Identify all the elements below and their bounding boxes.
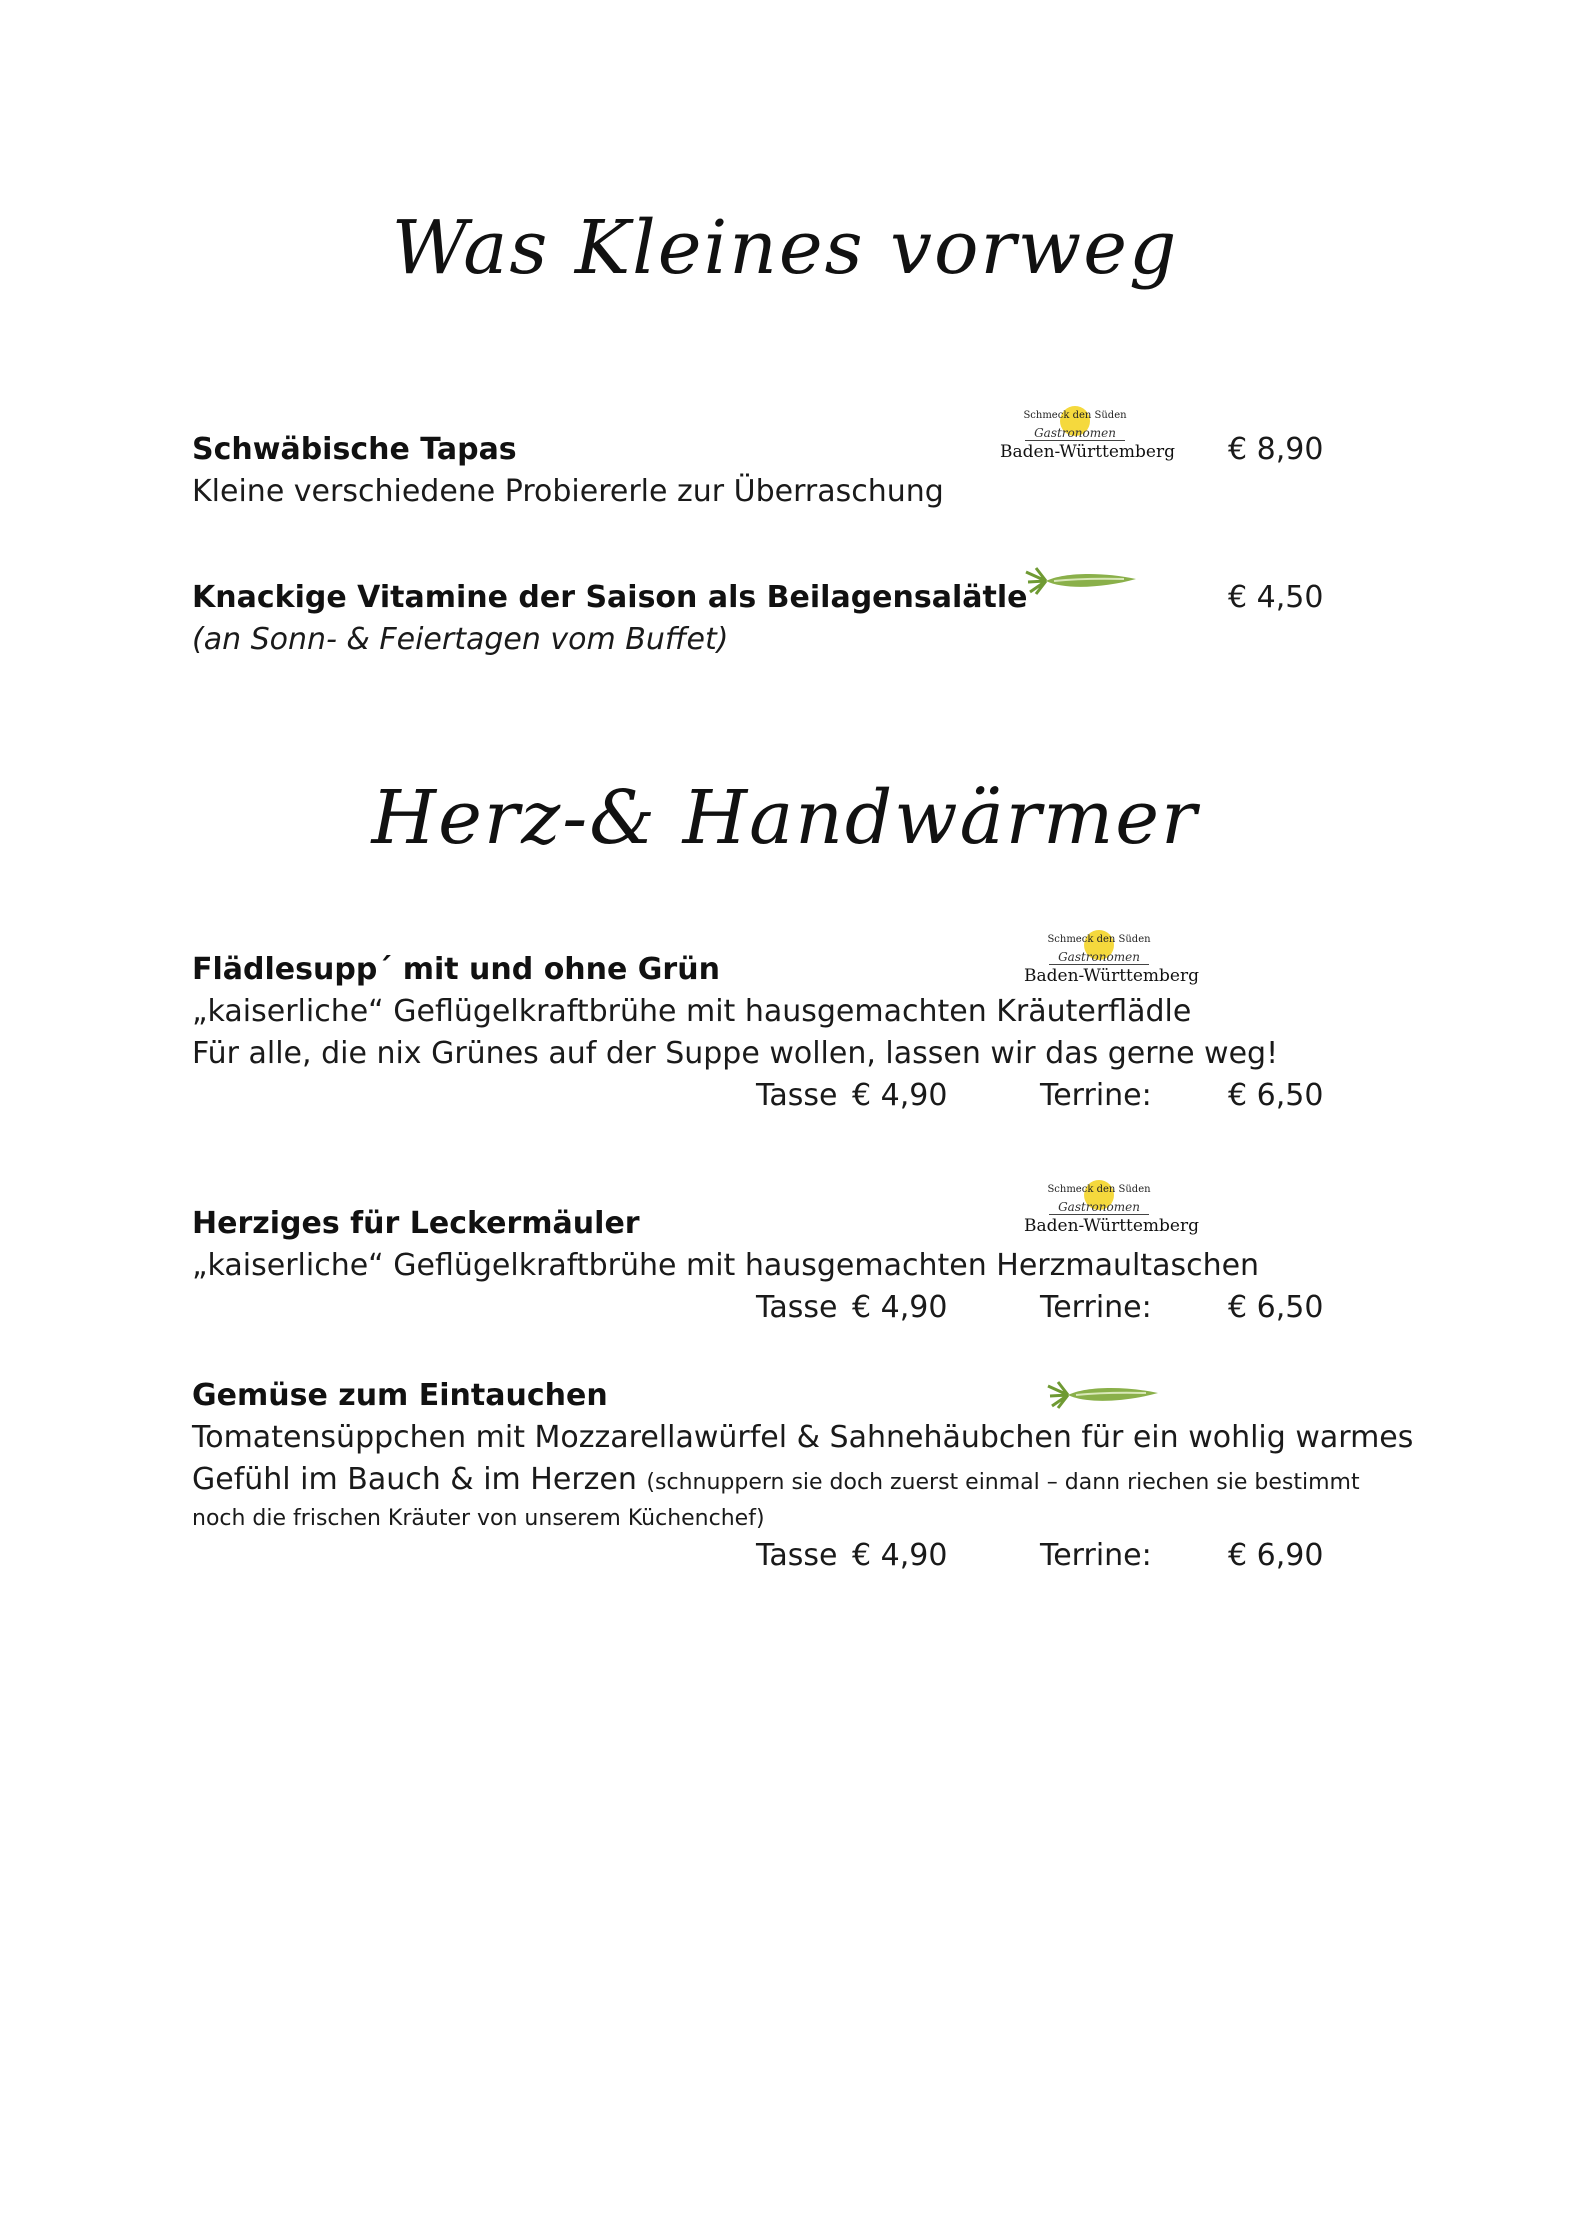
item-description: noch die frischen Kräuter von unserem Küchenchef) <box>192 1506 765 1531</box>
tureen-price: € 6,90 <box>1228 1538 1324 1573</box>
item-note: (an Sonn- & Feiertagen vom Buffet) <box>192 622 729 657</box>
item-title: Herziges für Leckermäuler <box>192 1206 640 1241</box>
cup-price: € 4,90 <box>852 1290 948 1325</box>
cup-label: Tasse <box>756 1538 838 1573</box>
item-title: Schwäbische Tapas <box>192 432 517 467</box>
tureen-label: Terrine: <box>1040 1290 1152 1325</box>
item-description: Tomatensüppchen mit Mozzarellawürfel & Sahnehäubchen für ein wohlig warmes <box>192 1420 1414 1455</box>
section-heading-soups: Herz-& Handwärmer <box>371 775 1199 861</box>
item-title: Flädlesupp´ mit und ohne Grün <box>192 952 720 987</box>
item-price: € 8,90 <box>1228 432 1324 467</box>
tureen-label: Terrine: <box>1040 1538 1152 1573</box>
item-price: € 4,50 <box>1228 580 1324 615</box>
tureen-label: Terrine: <box>1040 1078 1152 1113</box>
carrot-icon <box>1024 564 1140 598</box>
item-description: Gefühl im Bauch & im Herzen (schnuppern sie doch zuerst einmal – dann riechen sie bestimmt <box>192 1462 1360 1497</box>
schmeck-den-sueden-logo: Schmeck den Süden Gastronomen Baden-Württemberg <box>1024 1182 1174 1246</box>
cup-label: Tasse <box>756 1078 838 1113</box>
schmeck-den-sueden-logo: Schmeck den Süden Gastronomen Baden-Württemberg <box>1000 408 1150 472</box>
item-description: Für alle, die nix Grünes auf der Suppe wollen, lassen wir das gerne weg! <box>192 1036 1279 1071</box>
cup-label: Tasse <box>756 1290 838 1325</box>
tureen-price: € 6,50 <box>1228 1290 1324 1325</box>
schmeck-den-sueden-logo: Schmeck den Süden Gastronomen Baden-Württemberg <box>1024 932 1174 996</box>
tureen-price: € 6,50 <box>1228 1078 1324 1113</box>
item-title: Knackige Vitamine der Saison als Beilagensalätle <box>192 580 1028 615</box>
cup-price: € 4,90 <box>852 1538 948 1573</box>
carrot-icon <box>1046 1378 1162 1412</box>
section-heading-starters: Was Kleines vorweg <box>391 205 1179 291</box>
item-description: Kleine verschiedene Probiererle zur Überraschung <box>192 474 944 509</box>
item-description: „kaiserliche“ Geflügelkraftbrühe mit hausgemachten Kräuterflädle <box>192 994 1192 1029</box>
cup-price: € 4,90 <box>852 1078 948 1113</box>
item-title: Gemüse zum Eintauchen <box>192 1378 608 1413</box>
item-description: „kaiserliche“ Geflügelkraftbrühe mit hausgemachten Herzmaultaschen <box>192 1248 1260 1283</box>
